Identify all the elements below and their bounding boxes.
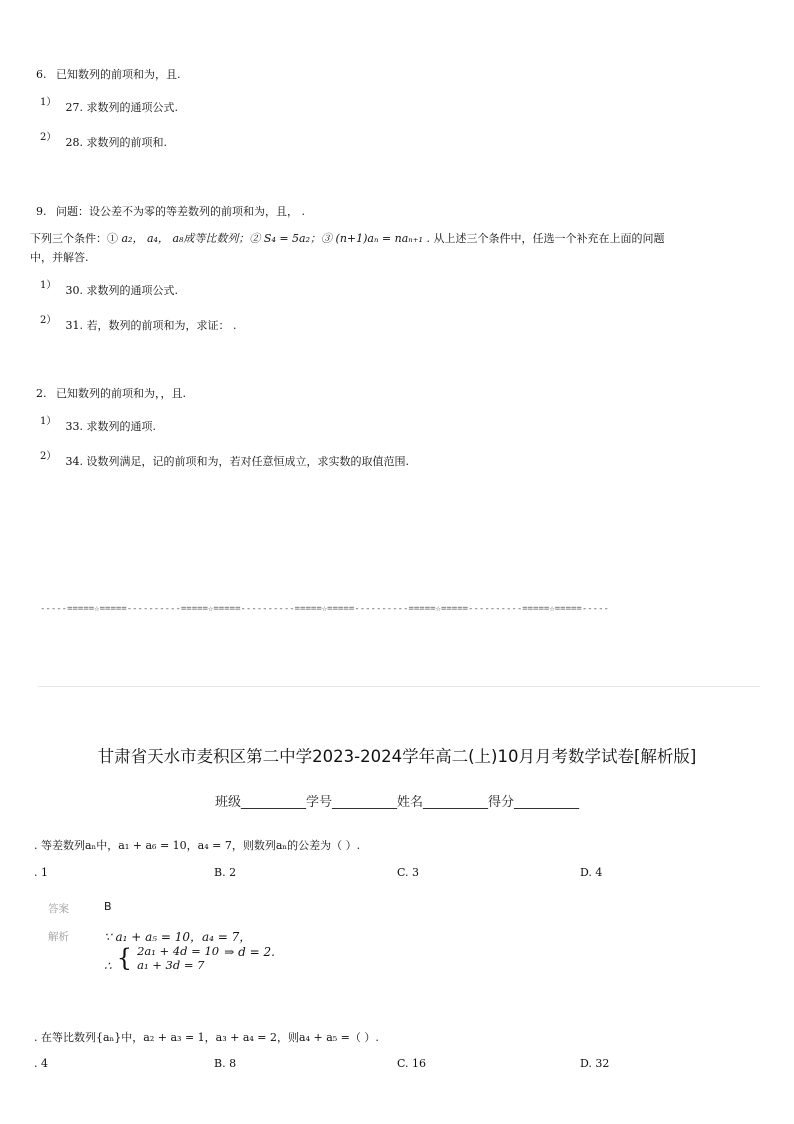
subquestion-marker: 2） — [40, 451, 57, 462]
subquestion-28 — [40, 131, 167, 150]
conditions-tail: . 从上述三个条件中，任选一个补充在上面的问题 — [426, 232, 665, 245]
subquestion-text: 34. 设数列满足，记的前项和为，若对任意恒成立，求实数的取值范围. — [65, 455, 409, 468]
problem-29-conditions — [30, 230, 760, 246]
subquestion-33 — [40, 415, 156, 434]
page-divider — [38, 686, 760, 687]
conditions-line3: 中，并解答. — [30, 251, 89, 264]
subquestion-text: 31. 若，数列的前项和为，求证： . — [65, 319, 237, 332]
problem-32 — [36, 385, 186, 401]
subquestion-text: 33. 求数列的通项. — [65, 420, 156, 433]
condition-a8: a₈成等比数列；② — [172, 232, 261, 245]
problem-26-text: 已知数列的前项和为，且. — [56, 68, 181, 81]
question-2-option-b: B. 8 — [214, 1057, 237, 1070]
brace-icon: { — [116, 944, 133, 972]
analysis-system — [104, 944, 275, 972]
subquestion-30 — [40, 279, 178, 298]
analysis-result: ⇒ d = 2. — [224, 945, 275, 959]
problem-32-text: 已知数列的前项和为，，且. — [56, 387, 186, 400]
problem-29 — [36, 203, 305, 219]
conditions-prefix: 下列三个条件：① — [30, 232, 118, 245]
subquestion-marker: 2） — [40, 315, 57, 326]
condition-a2: a₂， — [121, 232, 144, 245]
answer-label: 答案 — [48, 903, 69, 915]
page-separator: -----=====☆=====----------=====☆=====----------=====☆=====----------=====☆=====----------=====☆=====----- — [40, 604, 609, 614]
problem-26-number: 6. — [36, 68, 47, 81]
subquestion-marker: 1） — [40, 416, 57, 427]
condition-s4: S₄ = 5a₂；③ — [263, 232, 333, 245]
problem-29-text: 问题：设公差不为零的等差数列的前项和为，且， . — [56, 205, 305, 218]
subquestion-34 — [40, 450, 409, 469]
subquestion-marker: 1） — [40, 97, 57, 108]
problem-32-number: 2. — [36, 387, 47, 400]
question-1-option-b: B. 2 — [214, 866, 237, 879]
subquestion-text: 28. 求数列的前项和. — [65, 136, 167, 149]
question-1-option-d: D. 4 — [580, 866, 603, 879]
condition-recurrence: (n+1)aₙ = naₙ₊₁ — [335, 232, 423, 245]
analysis-label: 解析 — [48, 931, 69, 943]
problem-29-number: 9. — [36, 205, 47, 218]
therefore-symbol: ∴ — [104, 959, 112, 973]
exam-title: 甘肃省天水市麦积区第二中学2023-2024学年高二(上)10月月考数学试卷[解析版] — [97, 747, 697, 766]
condition-a4: a₄， — [146, 232, 169, 245]
subquestion-27 — [40, 96, 178, 115]
subquestion-marker: 2） — [40, 132, 57, 143]
question-2-stem: . 在等比数列{aₙ}中，a₂ + a₃ = 1，a₃ + a₄ = 2，则a₄ + a₅ =（ ）. — [34, 1031, 379, 1044]
question-2-option-a: . 4 — [34, 1057, 48, 1070]
question-2-option-c: C. 16 — [397, 1057, 427, 1070]
subquestion-text: 27. 求数列的通项公式. — [65, 101, 178, 114]
analysis-line-1: ∵ a₁ + a₅ = 10，a₄ = 7， — [104, 930, 252, 944]
question-2-option-d: D. 32 — [580, 1057, 610, 1070]
subquestion-31 — [40, 314, 236, 333]
answer-value: B — [104, 900, 112, 913]
problem-26 — [36, 66, 181, 82]
system-equation-2: a₁ + 3d = 7 — [137, 958, 205, 972]
subquestion-marker: 1） — [40, 280, 57, 291]
system-equation-1: 2a₁ + 4d = 10 — [137, 944, 220, 958]
problem-29-line3 — [30, 249, 89, 265]
student-info-line: 班级__________学号__________姓名__________得分__________ — [214, 795, 579, 810]
subquestion-text: 30. 求数列的通项公式. — [65, 284, 178, 297]
question-1-stem: . 等差数列aₙ中，a₁ + a₆ = 10，a₄ = 7，则数列aₙ的公差为（ ）. — [34, 839, 361, 852]
question-1-option-a: . 1 — [34, 866, 48, 879]
question-1-option-c: C. 3 — [397, 866, 420, 879]
